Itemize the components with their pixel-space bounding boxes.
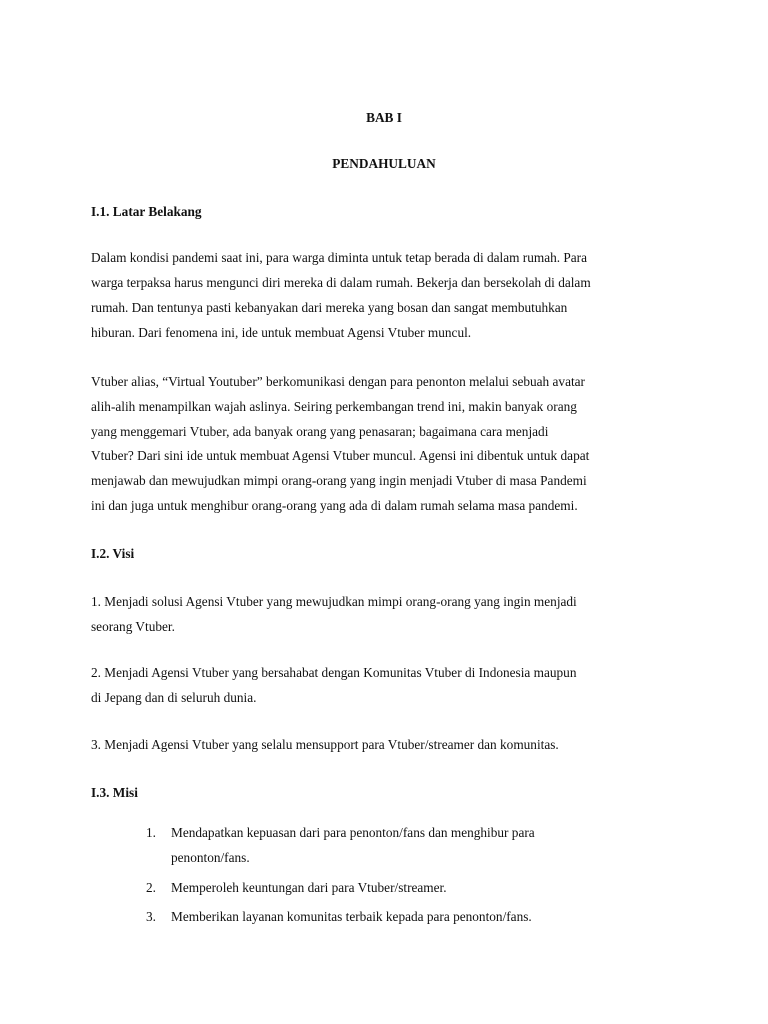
paragraph-line: hiburan. Dari fenomena ini, ide untuk membuat Agensi Vtuber muncul. — [91, 325, 472, 340]
paragraph-line: warga terpaksa harus mengunci diri mereka di dalam rumah. Bekerja dan bersekolah di dalam — [91, 275, 591, 290]
paragraph-line: 1. Menjadi solusi Agensi Vtuber yang mewujudkan mimpi orang-orang yang ingin menjadi — [91, 594, 577, 609]
list-item-text: Memberikan layanan komunitas terbaik kepada para penonton/fans. — [171, 909, 532, 924]
chapter-number: BAB I — [366, 110, 402, 125]
list-item-text: Memperoleh keuntungan dari para Vtuber/streamer. — [171, 880, 447, 895]
list-item-text: Mendapatkan kepuasan dari para penonton/fans dan menghibur para — [171, 825, 535, 840]
paragraph-line: alih-alih menampilkan wajah aslinya. Seiring perkembangan trend ini, makin banyak orang — [91, 399, 577, 414]
list-item-number: 1. — [146, 825, 156, 840]
chapter-title: PENDAHULUAN — [332, 156, 436, 171]
paragraph-line: yang menggemari Vtuber, ada banyak orang yang penasaran; bagaimana cara menjadi — [91, 424, 549, 439]
section-heading-visi: I.2. Visi — [91, 546, 135, 561]
paragraph-line: 3. Menjadi Agensi Vtuber yang selalu mensupport para Vtuber/streamer dan komunitas. — [91, 737, 559, 752]
paragraph-line: 2. Menjadi Agensi Vtuber yang bersahabat dengan Komunitas Vtuber di Indonesia maupun — [91, 665, 577, 680]
paragraph-line: Vtuber alias, “Virtual Youtuber” berkomunikasi dengan para penonton melalui sebuah avatar — [91, 374, 585, 389]
list-item-number: 3. — [146, 909, 156, 924]
list-item-number: 2. — [146, 880, 156, 895]
paragraph-line: di Jepang dan di seluruh dunia. — [91, 690, 257, 705]
section-heading-latar-belakang: I.1. Latar Belakang — [91, 204, 202, 219]
section-heading-misi: I.3. Misi — [91, 785, 138, 800]
paragraph-line: seorang Vtuber. — [91, 619, 175, 634]
paragraph-line: Vtuber? Dari sini ide untuk membuat Agensi Vtuber muncul. Agensi ini dibentuk untuk dapat — [91, 448, 590, 463]
list-item-text: penonton/fans. — [171, 850, 250, 865]
paragraph-line: menjawab dan mewujudkan mimpi orang-orang yang ingin menjadi Vtuber di masa Pandemi — [91, 473, 587, 488]
paragraph-line: ini dan juga untuk menghibur orang-orang yang ada di dalam rumah selama masa pandemi. — [91, 498, 578, 513]
paragraph-line: rumah. Dan tentunya pasti kebanyakan dari mereka yang bosan dan sangat membutuhkan — [91, 300, 568, 315]
paragraph-line: Dalam kondisi pandemi saat ini, para warga diminta untuk tetap berada di dalam rumah. Para — [91, 250, 588, 265]
